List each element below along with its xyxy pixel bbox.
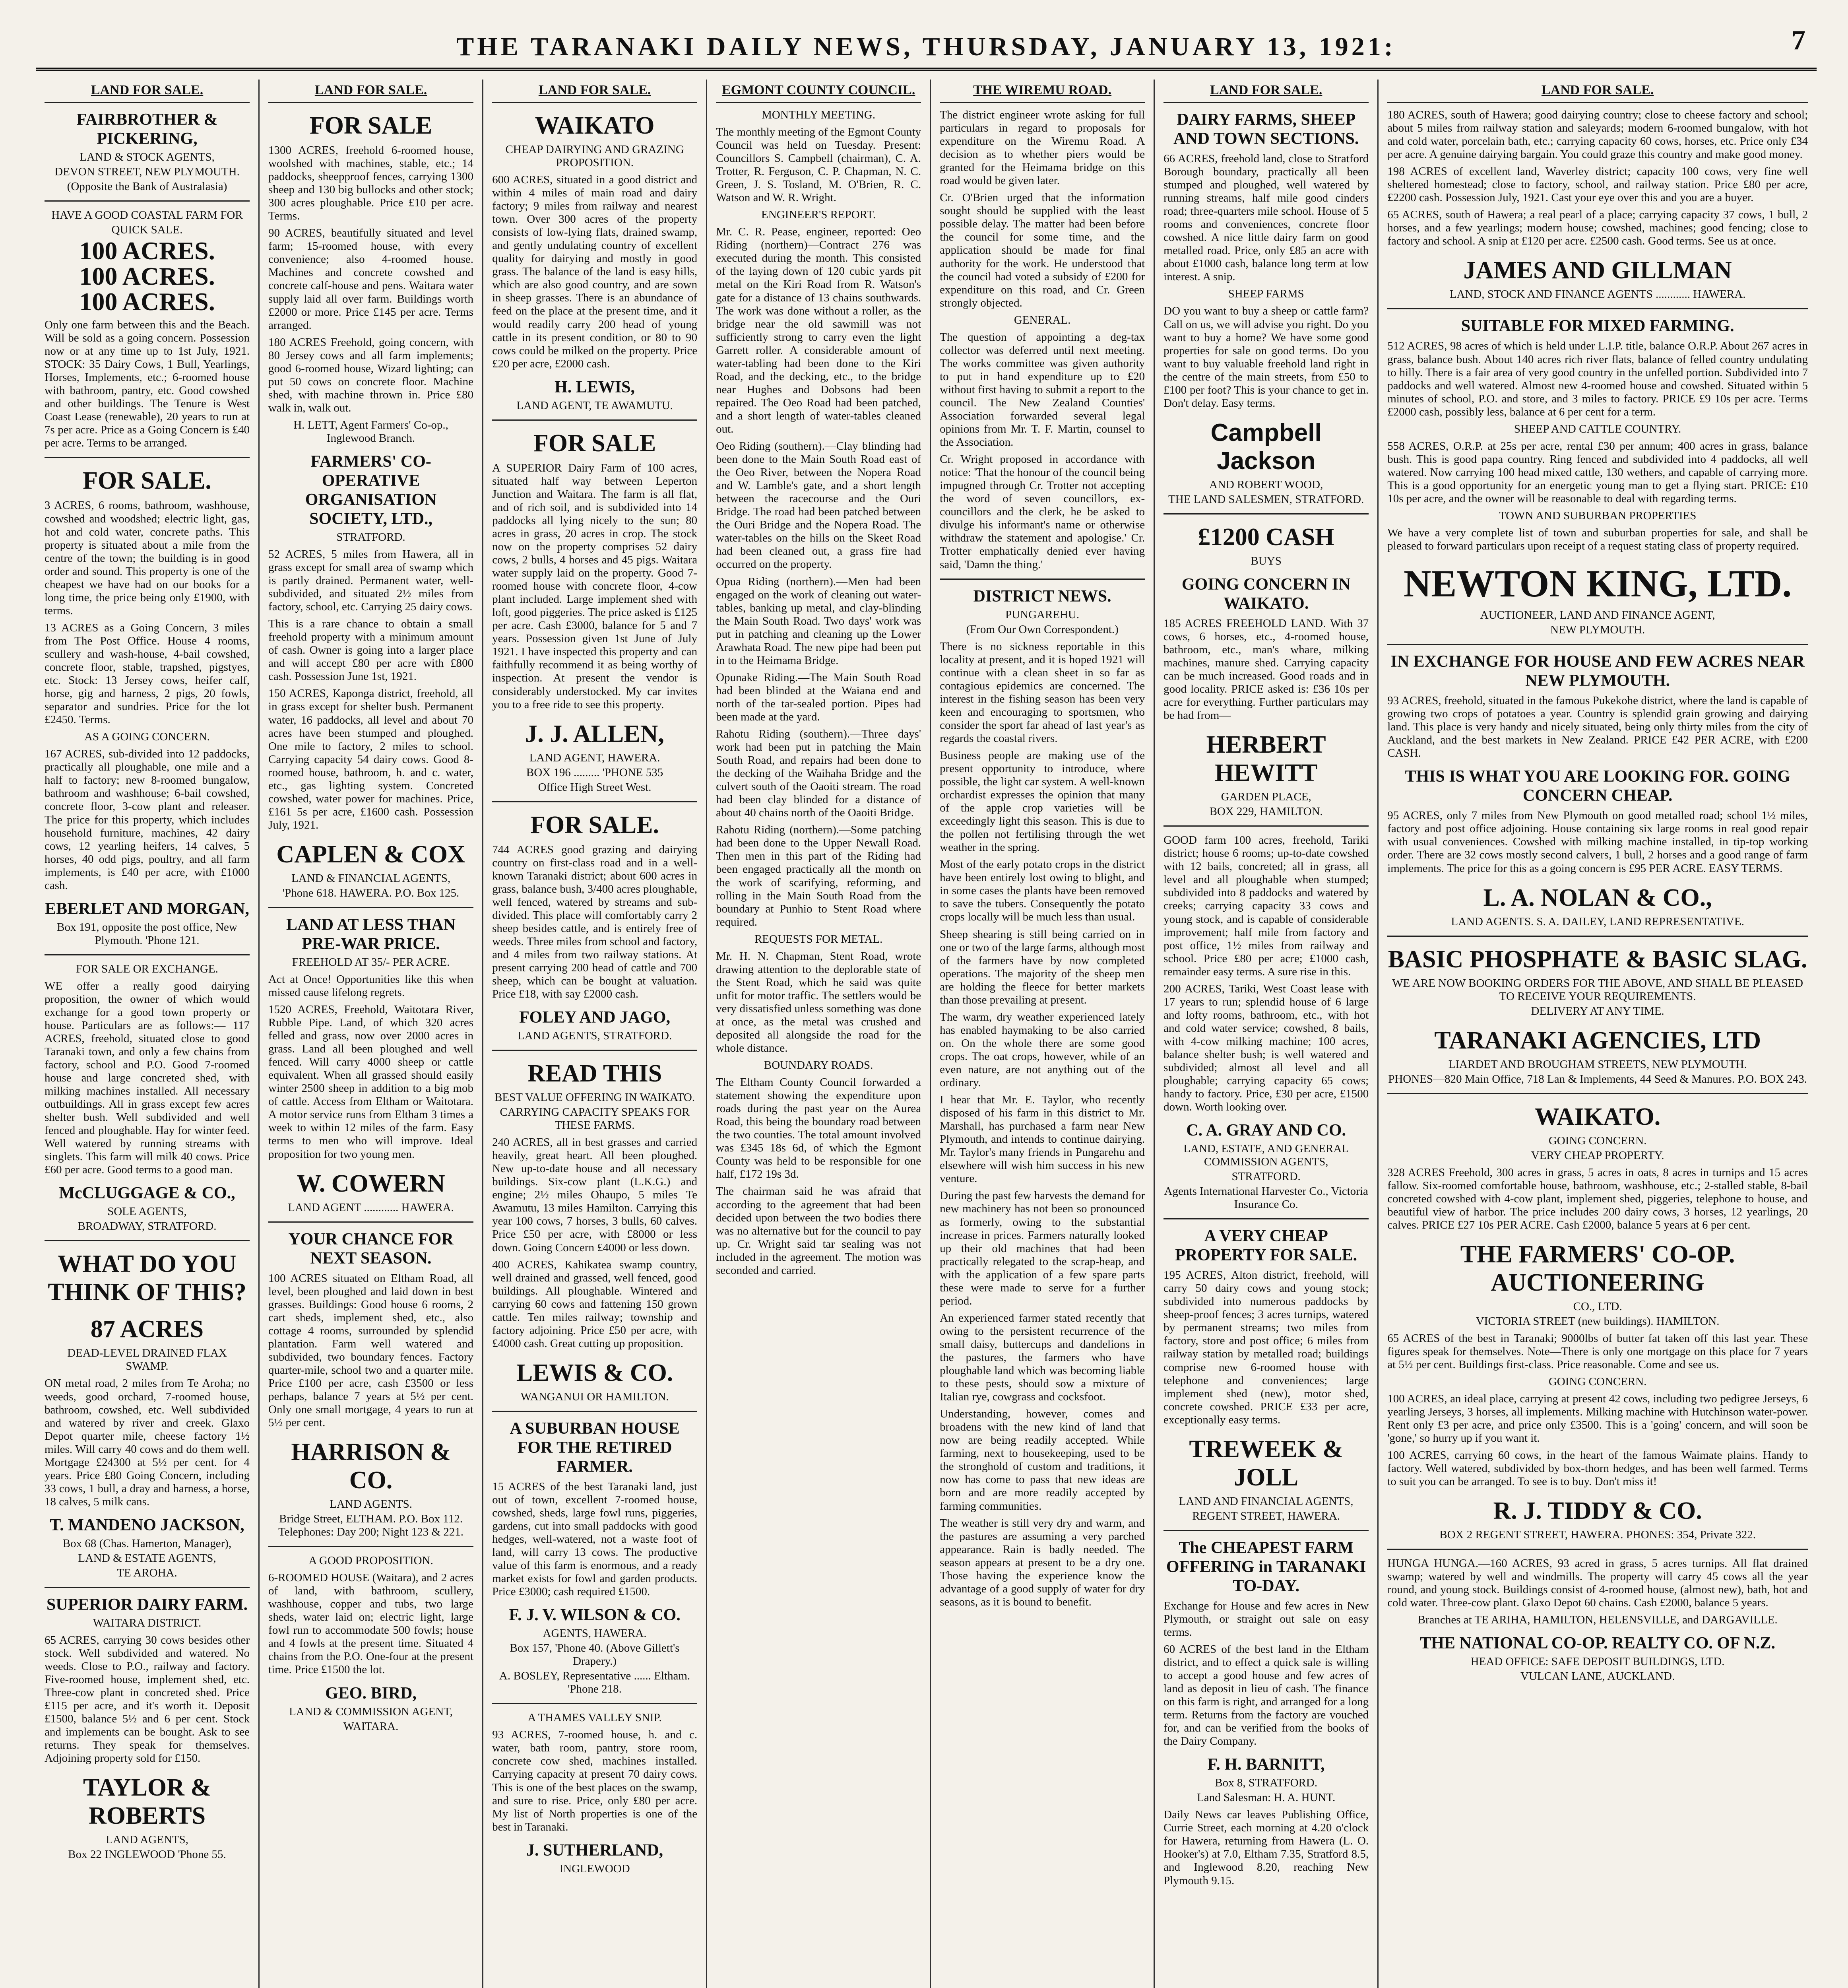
agent-address: HEAD OFFICE: SAFE DEPOSIT BUILDINGS, LTD. (1470, 1655, 1725, 1668)
ad-body: 65 ACRES, south of Hawera; a real pearl of a place; carrying capacity 37 cows, 1 bull, 2 horses, and a few yearlings; modern house; cowshed, machines; good fencing; close to factory and school. A snip at £120 per acre. £2500 cash. Good terms. See us at once. (1387, 208, 1808, 248)
agent-phone: PHONES—820 Main Office, 718 Lan & Implements, 44 Seed & Manures. P.O. BOX 243. (1388, 1072, 1807, 1085)
agent-subtitle: LAND, STOCK AND FINANCE AGENTS ............ HAWERA. (1449, 288, 1746, 301)
ad-heading: HAVE A GOOD COASTAL FARM FOR (51, 209, 243, 221)
article-paragraph: Most of the early potato crops in the district have been entirely lost owing to blight, and in some cases the plants have been removed to save the tubers. Consequently the potato crops locally will be much less than usual. (940, 858, 1145, 924)
agent-address: DEVON STREET, NEW PLYMOUTH. (54, 165, 240, 178)
agent-address: Box 157, 'Phone 40. (Above Gillett's Drapery.) (510, 1642, 680, 1668)
agent-address: Office High Street West. (538, 780, 652, 794)
ad-body: A SUPERIOR Dairy Farm of 100 acres, situated half way between Leperton Junction and Waitara. The farm is all flat, and of rich soil, and is subdivided into 14 paddocks all lying nicely to the sun; 80 acres in grass, 20 acres in crop. The stock now on the property comprises 52 dairy cows, 2 bulls, 4 horses and 45 pigs. Waitara water supply laid on the property. Good 7-roomed house with concrete floor, 4-cow plant included. Large implement shed with loft, good piggeries. The price asked is £125 per acre. Cash £3000, balance for 5 and 7 years. Possession given 1st June of July 1921. I have inspected this property and can faithfully recommend it as being worthy of inspection. At present the vendor is considerably understocked. My car invites you to a free ride to see this property. (492, 461, 698, 711)
ad-heading: WAIKATO. (1534, 1103, 1661, 1130)
agent-address: BROADWAY, STRATFORD. (78, 1220, 217, 1233)
article-paragraph: The warm, dry weather experienced lately has enabled haymaking to be also carried on. On the whole there are some good crops. The oat crops, however, while of an even nature, are not anything out of the ordinary. (940, 1010, 1145, 1089)
agent-subtitle: CO., LTD. (1573, 1300, 1622, 1313)
ad-heading: FOR SALE (309, 112, 432, 139)
agent-name: CAPLEN & COX (276, 841, 465, 868)
article-paragraph: Oeo Riding (southern).—Clay blinding had been done to the Main South Road east of the Oeo River, between the Nopera Road and W. Lamble's gate, and a short length between the racecourse and the Ouri Bridge. The road had been patched between the Ouri Bridge and the Nopera Road. The water-tables on the hills on the Skeet Road had been cleaned out, a grass fire had occurred on the property. (716, 440, 921, 571)
agent-address: BOX 2 REGENT STREET, HAWERA. PHONES: 354, Private 322. (1439, 1528, 1756, 1541)
agent-name: HERBERT HEWITT (1206, 731, 1326, 787)
ad-subheading: FREEHOLD AT 35/- PER ACRE. (292, 955, 450, 969)
article-paragraph: The chairman said he was afraid that according to the agreement that had been decided upon between the two bodies there was no alternative but for the council to pay up. Cr. Wright said tar sealing was not included in the agreement. The motion was seconded and carried. (716, 1185, 921, 1277)
agent-name: R. J. TIDDY & CO. (1493, 1497, 1702, 1525)
agent-town: NEW PLYMOUTH. (1550, 623, 1645, 637)
column-7 (1379, 80, 1817, 1988)
ad-subheading: BEST VALUE OFFERING IN WAIKATO. (494, 1091, 695, 1104)
agent-name: T. MANDENO JACKSON, (50, 1516, 244, 1534)
ad-body: Only one farm between this and the Beach. Will be sold as a going concern. Possession now or at any time up to 1st July, 1921. STOCK: 35 Dairy Cows, 1 Bull, Yearlings, Horses, Implements, etc.; 6-roomed house with bathroom, pantry, etc. Good cowshed and other buildings. The Tenure is West Coast Lease (renewable), 20 years to run at 7s per acre. Price as a Going Concern is £40 per acre. Terms to be arranged. (45, 318, 250, 450)
ad-body: 198 ACRES of excellent land, Waverley district; capacity 100 cows, very fine well sheltered homestead; close to factory, school, and railway station. Price £80 per acre, £2200 cash. Possession July, 1921. Cast your eye over this and you are a buyer. (1387, 165, 1808, 204)
agent-address: Box 191, opposite the post office, New Plymouth. 'Phone 121. (57, 920, 237, 947)
ad-subheading: CARRYING CAPACITY SPEAKS FOR THESE FARMS. (500, 1106, 690, 1132)
agent-address: Box 68 (Chas. Hamerton, Manager), (62, 1537, 232, 1550)
ad-body: 180 ACRES, south of Hawera; good dairying country; close to cheese factory and school; about 5 miles from railway station and saleyards; modern 6-roomed bungalow, with hot and cold water, porcelain bath, etc.; carrying capacity 60 cows, horses, etc. Price only £34 per acre. A genuine dairying bargain. You could graze this country and make good money. (1387, 109, 1808, 161)
agent-name: HARRISON & CO. (291, 1439, 451, 1494)
article-subheading: REQUESTS FOR METAL. (754, 932, 883, 945)
acreage: 100 ACRES. (79, 287, 215, 316)
agent-name: EBERLET AND MORGAN, (45, 899, 249, 918)
agent-subtitle: LAND & ESTATE AGENTS, (78, 1551, 216, 1565)
article-headline: DISTRICT NEWS. (973, 587, 1111, 606)
ad-body: 15 ACRES of the best Taranaki land, just out of town, excellent 7-roomed house, cowshed, sheds, large fowl runs, piggeries, gardens, cut into small paddocks with good hedges, well-watered, not a waste foot of land, will carry 13 cows. The productive value of this farm is enormous, and a ready market exists for fowl and garden products. Price £3000; cash required £1500. (492, 1480, 698, 1598)
agent-name: NEWTON KING, LTD. (1403, 562, 1792, 605)
ad-body: 167 ACRES, sub-divided into 12 paddocks, practically all ploughable, one mile and a half to factory; new 8-roomed bungalow, bathroom and washhouse; 6-bail cowshed, concrete floor, 3-cow plant and releaser. The price for this property, which includes household furniture, machines, 42 dairy cows, 12 yearling heifers, 14 calves, 5 horses, 40 odd pigs, poultry, and all farm implements, is £40 per acre, with £1000 cash. (45, 747, 250, 892)
agent-name: McCLUGGAGE & CO., (59, 1184, 235, 1203)
agent-subtitle: LAND AGENTS, (106, 1833, 188, 1846)
article-subheading: PUNGAREHU. (1005, 608, 1080, 621)
agent-subtitle: AUCTIONEER, LAND AND FINANCE AGENT, (1480, 609, 1715, 622)
agent-town: INGLEWOOD (559, 1862, 630, 1875)
article-paragraph: During the past few harvests the demand for new machinery has not been so pronounced as formerly, owing to the substantial increase in prices. Farmers naturally looked up their old machines that had been practically relegated to the scrap-heap, and with the application of a few spare parts these were made to serve for a further period. (940, 1189, 1145, 1307)
ad-body: WE offer a really good dairying proposition, the owner of which would exchange for a good town property or house. Particulars are as follows:— 117 ACRES, freehold, situated close to good Taranaki town, and only a few chains from factory, school and P.O. Good 7-roomed house and large concreted shed, with milking machines installed. All necessary outbuildings. All in grass except few acres shelter bush. Well subdivided and well fenced and ploughable. Hay for winter feed. Well watered by running streams with singlets. This farm will milk 40 cows. Price £60 per acre. Good terms to a good man. (45, 979, 250, 1176)
agent-name: W. COWERN (297, 1170, 445, 1197)
agent-subtitle: LAND & COMMISSION AGENT, (289, 1705, 453, 1718)
ad-subheading: DELIVERY AT ANY TIME. (1531, 1004, 1664, 1017)
ad-body: ON metal road, 2 miles from Te Aroha; no weeds, good orchard, 7-roomed house, bathroom, cowshed, etc. Well subdivided and watered by river and creek. Glaxo Depot quarter mile, cheese factory 1½ miles. Will carry 40 cows and do them well. Mortgage £24300 at 5½ per cent. for 4 years. Price £80 Going Concern, including 33 cows, 1 bull, a dray and harness, a horse, 18 calves, 5 milk cans. (45, 1377, 250, 1508)
agent-branches: Branches at TE ARIHA, HAMILTON, HELENSVILLE, and DARGAVILLE. (1418, 1613, 1778, 1627)
ad-heading: FOR SALE. (83, 467, 211, 495)
agent-representative: A. BOSLEY, Representative ...... Eltham. 'Phone 218. (499, 1670, 690, 1696)
agent-town: STRATFORD. (336, 530, 405, 544)
agent-note: (Opposite the Bank of Australasia) (67, 180, 227, 193)
ad-body: HUNGA HUNGA.—160 ACRES, 93 acred in grass, 5 acres turnips. All flat drained swamp; watered by well and windmills. The property will carry 45 cows all the year round, and young stock. Buildings consist of 4-roomed house, (almost new), bath, hot and cold water. Three-cow plant. Glaxo Depot 60 chains. Cash £2000, balance 5 years. (1387, 1557, 1808, 1609)
article-paragraph: Rahotu Riding (northern).—Some patching had been done to the Upper Newall Road. Then men in this part of the Riding had been engaged practically all the month on the work of scarifying, reforming, and rolling in the Main South Road from the boundary at Punhio to Stent Road where required. (716, 823, 921, 928)
ad-heading: A SUBURBAN HOUSE FOR THE RETIRED FARMER. (510, 1419, 680, 1476)
ad-subheading: BUYS (1251, 554, 1282, 567)
agent-name: FAIRBROTHER & PICKERING, (76, 111, 218, 148)
agent-name: TREWEEK & JOLL (1189, 1435, 1343, 1491)
ad-body: 100 ACRES situated on Eltham Road, all level, been ploughed and laid down in best grasses. Buildings: Good house 6 rooms, 2 cart sheds, implement shed, etc., also cottage 4 rooms, surrounded by splendid plantation. Farm well watered and subdivided, two boundary fences. Factory quarter-mile, school two and a quarter mile. Price £100 per acre, cash £3500 or less perhaps, balance 7 years at 5½ per cent. Only one small mortgage, 4 years to run at 5½ per cent. (268, 1272, 474, 1429)
article-subheading: ENGINEER'S REPORT. (761, 208, 876, 221)
agent-subtitle: LAND AGENT, TE AWAMUTU. (516, 399, 673, 412)
agent-name: TARANAKI AGENCIES, LTD (1434, 1027, 1761, 1054)
ad-body: 1520 ACRES, Freehold, Waitotara River, Rubble Pipe. Land, of which 320 acres felled and grass, now over 2000 acres in grass. Land all been ploughed and well fenced. Will carry 4000 sheep or cattle equivalent. When all grassed should easily winter 2500 sheep in addition to a big mob of cattle. Access from Eltham or Waitotara. A motor service runs from Eltham 3 times a week to within 12 miles of the farm. Easy terms to men who will improve. Ideal proposition for two young men. (268, 1003, 474, 1161)
agent-subtitle: LAND & STOCK AGENTS, (80, 151, 215, 163)
ad-body: 744 ACRES good grazing and dairying country on first-class road and in a well-known Taranaki district; about 600 acres in grass, balance bush, 3/400 acres ploughable, well fenced, watered by streams and sub-divided. This place will comfortably carry 2 sheep besides cattle, and is entirely free of weeds. Three miles from school and factory, and 4 miles from two railway stations. At present carrying 200 head of cattle and 700 sheep, which can be bought at valuation. Price £18, with say £2000 cash. (492, 843, 698, 1001)
article-paragraph: Opunake Riding.—The Main South Road had been blinded at the Waiana end and north of the tar-sealed portion. Pipes had been made at the yard. (716, 671, 921, 723)
agent-town: STRATFORD. (1231, 1170, 1301, 1183)
agent-subtitle: LAND, ESTATE, AND GENERAL COMMISSION AGENTS, (1183, 1142, 1349, 1169)
ad-body: 65 ACRES, carrying 30 cows besides other stock. Well subdivided and watered. No weeds. Close to P.O., railway and factory. Five-roomed house, implement shed, etc. Three-cow plant in concreted shed. Price £115 per acre, and it's worth it. Deposit £1500, balance 5½ and 6 per cent. Stock and implements can be bought. Ask to see returns. They speak for themselves. Adjoining property sold for £150. (45, 1633, 250, 1765)
agent-address: LIARDET AND BROUGHAM STREETS, NEW PLYMOUTH. (1448, 1058, 1747, 1071)
acreage: 100 ACRES. (79, 262, 215, 290)
ad-heading: FOR SALE (533, 429, 656, 457)
article-paragraph: Sheep shearing is still being carried on in one or two of the large farms, although most of the farmers have by now completed operations. The majority of the sheep men are holding the fleece for better markets than those prevailing at present. (940, 928, 1145, 1006)
masthead (36, 24, 1817, 71)
ad-body: 400 ACRES, Kahikatea swamp country, well drained and grassed, well fenced, good buildings. All ploughable. Wintered and carrying 60 cows and fattening 150 grown cattle. Ten miles railway; township and factory adjoining. Price £50 per acre, with £4000 cash. Great cutting up proposition. (492, 1258, 698, 1350)
ad-body: 195 ACRES, Alton district, freehold, will carry 50 dairy cows and young stock; subdivided into numerous paddocks by sheep-proof fences; 3 acres turnips, watered by permanent streams; two miles from factory, store and post office; 6 miles from railway station by metalled road; buildings comprise new 6-roomed house with telephone and conveniences; large implement shed (new), motor shed, concrete cowshed. PRICE £33 per acre, exceptionally easy terms. (1163, 1269, 1369, 1426)
ad-body: 52 ACRES, 5 miles from Hawera, all in grass except for small area of swamp which is partly drained. Permanent water, well-subdivided, and situated 2½ miles from factory, school, etc. Carrying 25 dairy cows. (268, 547, 474, 613)
agent-name: TAYLOR & ROBERTS (83, 1774, 211, 1830)
article-paragraph: The Eltham County Council forwarded a statement showing the expenditure upon roads during the past year on the Aurea Road, this being the boundary road between the two counties. The total amount involved was £345 18s 6d, of which the Egmont County was held to be responsible for one half, £172 19s 3d. (716, 1076, 921, 1181)
masthead-title: THE TARANAKI DAILY NEWS, THURSDAY, JANUARY 13, 1921: (456, 32, 1396, 61)
column-2 (260, 80, 483, 1988)
ad-body: 100 ACRES, an ideal place, carrying at present 42 cows, including two pedigree Jerseys, 6 yearling Jerseys, 3 horses, all implements. Milking machine with Hutchinson water-power. Rent only £3 per acre, and price only £3500. This is a 'going' concern, and will soon be 'gone,' so hurry up if you want it. (1387, 1392, 1808, 1445)
ad-subheading: SHEEP AND CATTLE COUNTRY. (1514, 422, 1681, 435)
ad-body: 180 ACRES Freehold, going concern, with 80 Jersey cows and all farm implements; good 6-roomed house, Wizard lighting; can put 50 cows on concrete floor. Machine shed, with machine thrown in. Price £80 walk in, walk out. (268, 336, 474, 414)
notice-body: Daily News car leaves Publishing Office, Currie Street, each morning at 4.20 o'clock for Hawera, returning from Hawera (L. O. Hooker's) at 7.0, Eltham 7.35, Stratford 8.5, and Inglewood 8.20, reaching New Plymouth 9.15. (1163, 1808, 1369, 1887)
ad-body: 93 ACRES, freehold, situated in the famous Pukekohe district, where the land is capable of growing two crops of potatoes a year. Country is splendid grain growing and dairying land. This place is very handy and nicely situated, being only thirty miles from the city of Auckland, and the best markets in New Zealand. PRICE £42 PER ACRE, with £200 CASH. (1387, 694, 1808, 760)
column-5 (931, 80, 1155, 1988)
article-paragraph: I hear that Mr. E. Taylor, who recently disposed of his farm in this district to Mr. Marshall, has purchased a farm near New Plymouth, and intends to continue dairying. Mr. Taylor's many friends in Pungarehu and elsewhere will wish him success in his new venture. (940, 1093, 1145, 1185)
ad-heading: YOUR CHANCE FOR NEXT SEASON. (288, 1230, 454, 1268)
agent-name: J. J. ALLEN, (525, 720, 664, 747)
agent-name: F. J. V. WILSON & CO. (509, 1606, 681, 1625)
article-paragraph: Rahotu Riding (southern).—Three days' work had been put in patching the Main South Road, and repairs had been done to the decking of the Waihaha Bridge and the culvert south of the Oaoiti stream. The road had been clay blinded for a distance of about 40 chains north of the Oaoiti Bridge. (716, 728, 921, 819)
agent-name: H. LETT, Agent Farmers' Co-op., Inglewood Branch. (293, 418, 448, 445)
ad-body: WE ARE NOW BOOKING ORDERS FOR THE ABOVE, AND SHALL BE PLEASED TO RECEIVE YOUR REQUIREMENTS. (1392, 977, 1803, 1003)
article-paragraph: The district engineer wrote asking for full particulars in regard to proposals for expenditure on the Wiremu Road. A decision as to whether piers would be granted for the Heimama bridge on this road would be given later. (940, 109, 1145, 187)
column-header: LAND FOR SALE. (1387, 80, 1808, 103)
agent-address: VICTORIA STREET (new buildings). HAMILTON. (1476, 1314, 1720, 1328)
agent-subtitle: LAND & FINANCIAL AGENTS, (291, 872, 451, 885)
article-paragraph: Understanding, however, comes and broadens with the new kind of land that now are being readily accepted. While farming, next to housekeeping, used to be the stronghold of custom and traditions, it now has come to pass that new ideas are born and are more readily accepted by farming communities. (940, 1408, 1145, 1512)
ad-body: 185 ACRES FREEHOLD LAND. With 37 cows, 6 horses, etc., 4-roomed house, bathroom, etc., man's whare, milking machines, manure shed. Carrying capacity can be much increased. Good roads and in good locality. PRICE asked is: £36 10s per acre for everything. Further particulars may be had from— (1163, 617, 1369, 722)
columns (36, 80, 1817, 1988)
ad-heading: DAIRY FARMS, SHEEP AND TOWN SECTIONS. (1173, 111, 1359, 148)
ad-body: DO you want to buy a sheep or cattle farm? Call on us, we will advise you right. Do you want to buy a home? We have some good properties for sale on good terms. Do you want to buy valuable freehold land right in the centre of the main streets, from £50 to £100 per foot? This is your chance to get in. Don't delay. Easy terms. (1163, 305, 1369, 410)
ad-heading: The CHEAPEST FARM OFFERING in TARANAKI TO-DAY. (1166, 1538, 1366, 1595)
ad-heading: WHAT DO YOU THINK OF THIS? (48, 1250, 246, 1306)
article-paragraph: There is no sickness reportable in this locality at present, and it is hoped 1921 will continue with a clean sheet in so far as contagious epidemics are concerned. The interest in the fishing season has been very keen and encouraging to sportsmen, who consider the sport far ahead of last year's as regards the coastal rivers. (940, 640, 1145, 745)
agent-name: THE FARMERS' CO-OP. AUCTIONEERING (1460, 1241, 1735, 1296)
ad-body: 240 ACRES, all in best grasses and carried heavily, great heart. All been ploughed. New up-to-date house and all necessary buildings. Six-cow plant (L.K.G.) and engine; 2½ miles Ohaupo, 5 miles Te Awamutu, 13 miles Hamilton. Carrying this year 100 cows, 7 horses, 3 bulls, 60 calves. Price £50 per acre, with £8000 or less down. Going Concern £4000 or less down. (492, 1136, 698, 1254)
article-paragraph: Cr. Wright proposed in accordance with notice: 'That the honour of the council being impugned through Cr. Trotter not accepting the word of seven councillors, ex-councillors and the clerk, he be asked to divulge his informant's name or otherwise withdraw the statement and apologise.' Cr. Trotter emphatically denied ever having said, 'Damn the thing.' (940, 453, 1145, 571)
ad-body: 90 ACRES, beautifully situated and level farm; 15-roomed house, with every convenience; also 4-roomed house. Machines and concrete cowshed and concrete calf-house and pens. Waitara water supply laid all over farm. Buildings worth £2000 or more. Price £145 per acre. Terms arranged. (268, 227, 474, 332)
agent-address: BOX 229, HAMILTON. (1209, 805, 1323, 818)
ad-heading: £1200 CASH (1198, 523, 1334, 551)
agent-name: FOLEY AND JAGO, (519, 1008, 671, 1027)
ad-body: 328 ACRES Freehold, 300 acres in grass, 5 acres in oats, 8 acres in turnips and 15 acres fallow. Six-roomed comfortable house, bathroom, washhouse, etc.; 2-stalled stable, 8-bail concreted cowshed with 4-cow plant, implement shed, piggeries, telephone to house, and beautiful view of harbor. The price includes 200 dairy cows, 3 horses, 12 yearlings, 20 calves. PRICE £27 10s PER ACRE. Cash £2000, balance 5 years at 6 per cent. (1387, 1166, 1808, 1231)
article-subheading: GENERAL. (1014, 313, 1071, 326)
ad-subheading: AS A GOING CONCERN. (84, 730, 210, 744)
article-subheading: BOUNDARY ROADS. (764, 1059, 873, 1072)
article-paragraph: An experienced farmer stated recently that owing to the persistent recurrence of the small daisy, buttercups and dandelions in the pastures, the farmers who have ploughable land which was becoming liable to these pests, should sow a mixture of Italian rye, cowgrass and cocksfoot. (940, 1311, 1145, 1404)
ad-body: 66 ACRES, freehold land, close to Stratford Borough boundary, practically all been stumped and ploughed, well watered by running streams, half mile good cinders road; three-quarters mile school. House of 5 rooms and conveniences, concrete floor cowshed. A nice little dairy farm on good metalled road. Price, only £85 an acre with about £1000 cash, balance long term at low interest. A snip. (1163, 152, 1369, 283)
ad-body: Act at Once! Opportunities like this when missed cause lifelong regrets. (268, 973, 474, 999)
column-header: LAND FOR SALE. (268, 80, 473, 103)
ad-subheading: QUICK SALE. (111, 223, 183, 236)
agent-name: LEWIS & CO. (516, 1359, 673, 1386)
ad-body: 95 ACRES, only 7 miles from New Plymouth on good metalled road; school 1½ miles, factory and post office adjoining. House containing six large rooms in real good repair with usual conveniences. Cowshed with milking machine installed, in tip-top working order. There are 32 cows mostly second calvers, 1 bull, 2 horses and a good range of farm implements. The price for this as a going concern is £95 PER ACRE. EASY TERMS. (1387, 809, 1808, 875)
agent-name: H. LEWIS, (555, 378, 635, 396)
agent-name: L. A. NOLAN & CO., (1483, 884, 1712, 911)
column-header: LAND FOR SALE. (492, 80, 697, 103)
column-1 (36, 80, 260, 1988)
ad-subheading: TOWN AND SUBURBAN PROPERTIES (1499, 509, 1697, 522)
agent-subtitle: SOLE AGENTS, (107, 1205, 187, 1218)
ad-body: This is a rare chance to obtain a small freehold property with a minimum amount of cash. Owner is going into a larger place and will accept £80 per acre with £800 cash. Possession June 1st, 1921. (268, 617, 474, 683)
column-3 (483, 80, 707, 1988)
ad-body: 558 ACRES, O.R.P. at 25s per acre, rental £30 per annum; 400 acres in grass, balance bush. This is good papa country. Ring fenced and subdivided into 4 paddocks, all well watered. Now carrying 100 head mixed cattle, 130 wethers, and capable of carrying more. This is a good opportunity for an energetic young man to get a flying start. PRICE: £10 10s per acre, and the owner will be reasonable to deal with regarding terms. (1387, 439, 1808, 505)
ad-body: Exchange for House and few acres in New Plymouth, or straight out sale on easy terms. (1163, 1599, 1369, 1639)
ad-body: We have a very complete list of town and suburban properties for sale, and shall be pleased to forward particulars upon receipt of a request stating class of property required. (1387, 526, 1808, 553)
ad-subheading: GOING CONCERN. (1548, 1134, 1647, 1147)
agent-subtitle: GARDEN PLACE, (1221, 790, 1311, 804)
agent-subtitle: WANGANUI OR HAMILTON. (520, 1390, 669, 1403)
ad-body: 1300 ACRES, freehold 6-roomed house, woolshed with machines, stable, etc.; 14 paddocks, sheepproof fences, carrying 1300 sheep and 130 big bullocks and other stock; 300 acres ploughable. Price £10 per acre. Terms. (268, 144, 474, 223)
agent-subtitle: LAND AGENTS. (330, 1498, 412, 1511)
acreage: 87 ACRES (90, 1316, 204, 1343)
ad-heading: SUPERIOR DAIRY FARM. (47, 1595, 248, 1614)
ad-body: 3 ACRES, 6 rooms, bathroom, washhouse, cowshed and woodshed; electric light, gas, hot and cold water, concrete paths. This property is situated about a mile from the centre of the town; the building is in good order and sound. This property is one of the cheapest we have had on our books for a long time, the price being only £1900, with terms. (45, 499, 250, 617)
ad-heading: FOR SALE. (530, 811, 659, 839)
agent-address: Box 22 INGLEWOOD 'Phone 55. (68, 1848, 226, 1861)
agent-address: Bridge Street, ELTHAM. P.O. Box 112. Telephones: Day 200; Night 123 & 221. (278, 1512, 464, 1539)
column-header: LAND FOR SALE. (1163, 80, 1369, 103)
article-paragraph: The weather is still very dry and warm, and the pastures are assuming a very parched appearance. Rain is badly needed. The season appears at present to be a dry one. Those having the experience know the advantage of a good supply of water for dry seasons, as it is bound to benefit. (940, 1516, 1145, 1608)
article-paragraph: Cr. O'Brien urged that the information sought should be supplied with the least possible delay. The matter had been before the council for some time, and the application should be made for final authority for the work. He understood that the council had voted a subsidy of £200 for expenditure on this road, and Cr. Green strongly objected. (940, 191, 1145, 309)
page-number: 7 (1792, 25, 1809, 56)
ad-heading: THIS IS WHAT YOU ARE LOOKING FOR. GOING CONCERN CHEAP. (1405, 767, 1790, 805)
agent-address: LAND AGENT ............ HAWERA. (288, 1201, 454, 1214)
ad-body: 6-ROOMED HOUSE (Waitara), and 2 acres of land, with bathroom, scullery, washhouse, copper and tubs, two large sheds, water laid on; electric light, large fowl run to accommodate 500 fowls; house and 4 fowls at the present time. Situated 4 chains from the P.O. One-four at the present time. Price £1500 the lot. (268, 1571, 474, 1676)
ad-subheading: GOING CONCERN. (1548, 1375, 1647, 1388)
article-paragraph: Business people are making use of the present opportunity to introduce, where possible, the light car system. A well-known orchardist expresses the opinion that many of the apple crop varieties will be exceedingly light this season. This is due to the pollen not fertilising through the wet weather in the spring. (940, 749, 1145, 854)
agent-name: Campbell Jackson (1210, 419, 1322, 475)
ad-heading: WAIKATO (535, 112, 655, 139)
ad-body: 150 ACRES, Kaponga district, freehold, all in grass except for shelter bush. Permanent water, 16 paddocks, all level and about 70 acres have been stumped and ploughed. One mile to factory, 2 miles to school. Carrying capacity 54 dairy cows. Good 8-roomed house, bathroom, h. and c. water, etc., gas lighting system. Concreted cowshed, water power for machines. Price, £161 5s per acre, £1600 cash. Possession July, 1921. (268, 687, 474, 831)
article-headline: EGMONT COUNTY COUNCIL. (716, 80, 921, 103)
ad-body: 100 ACRES, carrying 60 cows, in the heart of the famous Waimate plains. Handy to factory. Well watered, subdivided by box-thorn hedges, and has been well farmed. Terms to suit you can be arranged. To see is to buy. Don't miss it! (1387, 1449, 1808, 1488)
agent-subtitle: LAND AGENT, HAWERA. (529, 751, 660, 764)
ad-heading: SUITABLE FOR MIXED FARMING. (1461, 317, 1734, 336)
ad-body: 512 ACRES, 98 acres of which is held under L.I.P. title, balance O.R.P. About 267 acres in grass, balance bush. About 140 acres rich river flats, balance of felled country undulating to hilly. There is a fair area of very good country in the unfelled portion. Subdivided into 7 paddocks and well watered. Almost new 4-roomed house and cowshed. Situated within 5 minutes of school, P.O. and store, and 3 miles to factory. PRICE £9 10s per acre. Terms £2000 cash, possibly less, balance at 6 per cent for a term. (1387, 340, 1808, 418)
column-header: LAND FOR SALE. (45, 80, 250, 103)
agent-address: REGENT STREET, HAWERA. (1192, 1509, 1340, 1522)
agent-town: TE AROHA. (117, 1566, 177, 1579)
ad-heading: A GOOD PROPOSITION. (308, 1554, 433, 1567)
ad-body: 600 ACRES, situated in a good district and within 4 miles of main road and dairy factory; 9 miles from railway and nearest town. Over 300 acres of the property consists of low-lying flats, drained swamp, and gently undulating country of excellent quality for dairying and mostly in good grass. The balance of the land is easy hills, which are also good country, and are sown in sheep grasses. There is an abundance of feed on the place at the present time, and it would readily carry 200 head of young cattle in its present condition, or 80 to 90 cows could be milked on the property. Price £20 per acre, £2000 cash. (492, 173, 698, 370)
agent-name: C. A. GRAY AND CO. (1186, 1121, 1346, 1140)
agent-address: VULCAN LANE, AUCKLAND. (1520, 1670, 1675, 1683)
ad-subheading: CHEAP DAIRYING AND GRAZING PROPOSITION. (505, 143, 684, 169)
ad-body: 65 ACRES of the best in Taranaki; 9000lbs of butter fat taken off this last year. These figures speak for themselves. Note—There is only one mortgage on this place for 7 years at 5½ per cent. Buildings first-class. Price reasonable. Come and see us. (1387, 1332, 1808, 1371)
agent-subtitle: LAND AND FINANCIAL AGENTS, (1179, 1495, 1354, 1508)
agent-address: 'Phone 618. HAWERA. P.O. Box 125. (282, 886, 460, 899)
agent-name: J. SUTHERLAND, (526, 1841, 663, 1860)
ad-body: GOOD farm 100 acres, freehold, Tariki district; house 6 rooms; up-to-date cowshed with 12 bails, concreted; all in grass, all level and all ploughable when stumped; subdivided into 8 paddocks and watered by creeks; carrying capacity 33 cows and young stock, and is capable of considerable improvement; half mile from factory and post office, 1½ miles from railway and school. Price £80 per acre; £1000 cash, remainder easy terms. A sure rise in this. (1163, 834, 1369, 978)
ad-heading: BASIC PHOSPHATE & BASIC SLAG. (1388, 945, 1807, 973)
ad-body: 13 ACRES as a Going Concern, 3 miles from The Post Office. House 4 rooms, scullery and wash-house, 4-bail cowshed, concrete floor, stable, trapshed, pigstyes, etc. Stock: 13 Jersey cows, heifer calf, horse, gig and harness, 2 pigs, 20 fowls, separator and sundries. Price for the lot £2450. Terms. (45, 621, 250, 726)
ad-heading: GOING CONCERN IN WAIKATO. (1181, 575, 1351, 613)
ad-heading: IN EXCHANGE FOR HOUSE AND FEW ACRES NEAR NEW PLYMOUTH. (1390, 652, 1805, 690)
agent-note: Land Salesman: H. A. HUNT. (1197, 1791, 1336, 1804)
article-byline: (From Our Own Correspondent.) (966, 623, 1119, 636)
agent-subtitle: THE LAND SALESMEN, STRATFORD. (1168, 493, 1364, 506)
agent-name: F. H. BARNITT, (1207, 1755, 1325, 1774)
ad-heading: A VERY CHEAP PROPERTY FOR SALE. (1175, 1227, 1357, 1265)
acreage: 100 ACRES. (79, 237, 215, 265)
agent-name: JAMES AND GILLMAN (1463, 257, 1732, 284)
ad-heading: READ THIS (527, 1060, 662, 1087)
agent-name: FARMERS' CO-OPERATIVE ORGANISATION SOCIETY, LTD., (305, 452, 437, 528)
column-6 (1155, 80, 1379, 1988)
agent-town: WAITARA. (343, 1720, 399, 1733)
article-headline: THE WIREMU ROAD. (940, 80, 1145, 103)
article-paragraph: Mr. C. R. Pease, engineer, reported: Oeo Riding (northern)—Contract 276 was executed during the month. This consisted of the laying down of 120 cubic yards pit metal on the Kiri Road from R. Watson's gate for a distance of 13 chains southwards. The work was done without a roller, as the bridge near the old sawmill was not sufficiently strong to carry even the light Garrett roller. A considerable amount of water-tabling had been done to the Kiri Road, and the decking, etc., to the bridge near Hughes and Dobsons had been repaired. The Oeo Road had been patched, and a short length of water-tables cleaned out. (716, 225, 921, 435)
agent-name: GEO. BIRD, (325, 1684, 417, 1703)
article-paragraph: The question of appointing a deg-tax collector was deferred until next meeting. The works committee was given authority to put in hand expenditure up to £20 without first having to submit a report to the council. The New Zealand Counties' Association forwarded several legal opinions from Mr. T. F. Martin, counsel to the Association. (940, 330, 1145, 449)
article-paragraph: Opua Riding (northern).—Men had been engaged on the work of cleaning out water-tables, banking up metal, and clay-blinding the Main South Road. Two days' work was put in patching and cleaning up the Lower Arawhata Road. The new pipe had been put in to the Heimama Bridge. (716, 575, 921, 667)
agent-subtitle: LAND AGENTS. S. A. DAILEY, LAND REPRESENTATIVE. (1451, 915, 1744, 928)
article-paragraph: The monthly meeting of the Egmont County Council was held on Tuesday. Present: Councillors S. Campbell (chairman), C. A. Trotter, R. Ferguson, C. P. Chapman, N. C. Green, J. S. Tosland, M. O'Brien, R. C. Watson and W. R. Wright. (716, 126, 921, 204)
agent-address: BOX 196 ......... 'PHONE 535 (526, 766, 663, 779)
ad-subheading: SHEEP FARMS (1228, 287, 1304, 301)
agent-subtitle: AND ROBERT WOOD, (1209, 478, 1323, 491)
agent-subtitle: AGENTS, HAWERA. (543, 1627, 647, 1640)
agent-name: THE NATIONAL CO-OP. REALTY CO. OF N.Z. (1420, 1634, 1776, 1653)
ad-subheading: DEAD-LEVEL DRAINED FLAX SWAMP. (67, 1347, 227, 1373)
ad-subheading: VERY CHEAP PROPERTY. (1531, 1149, 1664, 1162)
ad-subheading: WAITARA DISTRICT. (93, 1616, 202, 1629)
article-subheading: MONTHLY MEETING. (762, 109, 876, 121)
ad-body: 200 ACRES, Tariki, West Coast lease with 17 years to run; splendid house of 6 large and lofty rooms, bathroom, etc., with hot and cold water service; cowshed, 8 bails, with 4-cow milking machine; 100 acres, balance shelter bush; is well watered and subdivided; almost all level and all ploughable; carrying capacity 65 cows; handy to factory. Price, £30 per acre, £1500 down. Worth looking over. (1163, 982, 1369, 1114)
column-4 (707, 80, 931, 1988)
agent-subtitle: LAND AGENTS, STRATFORD. (517, 1029, 672, 1043)
ad-heading: A THAMES VALLEY SNIP. (527, 1711, 662, 1724)
ad-body: 93 ACRES, 7-roomed house, h. and c. water, bath room, pantry, store room, concrete cow shed, machines installed. Carrying capacity at present 70 dairy cows. This is one of the best places on the swamp, and sure to rise. Price, only £80 per acre. My list of North properties is one of the best in Taranaki. (492, 1728, 698, 1833)
agent-address: Box 8, STRATFORD. (1215, 1776, 1318, 1790)
ad-heading: FOR SALE OR EXCHANGE. (76, 962, 218, 975)
ad-heading: LAND AT LESS THAN PRE-WAR PRICE. (286, 915, 456, 953)
article-paragraph: Mr. H. N. Chapman, Stent Road, wrote drawing attention to the deplorable state of the Stent Road, which he said was quite unfit for motor traffic. The settlers would be very dissatisfied unless something was done at once, as the metal was crushed and deposited all alongside the road for the whole distance. (716, 949, 921, 1055)
ad-body: 60 ACRES of the best land in the Eltham district, and to effect a quick sale is willing to accept a good house and few acres of land as deposit in lieu of cash. The finance on this farm is right, and arranged for a long term. Returns from the factory are vouched for, and can be verified from the books of the Dairy Company. (1163, 1642, 1369, 1748)
agent-note: Agents International Harvester Co., Victoria Insurance Co. (1164, 1185, 1368, 1211)
